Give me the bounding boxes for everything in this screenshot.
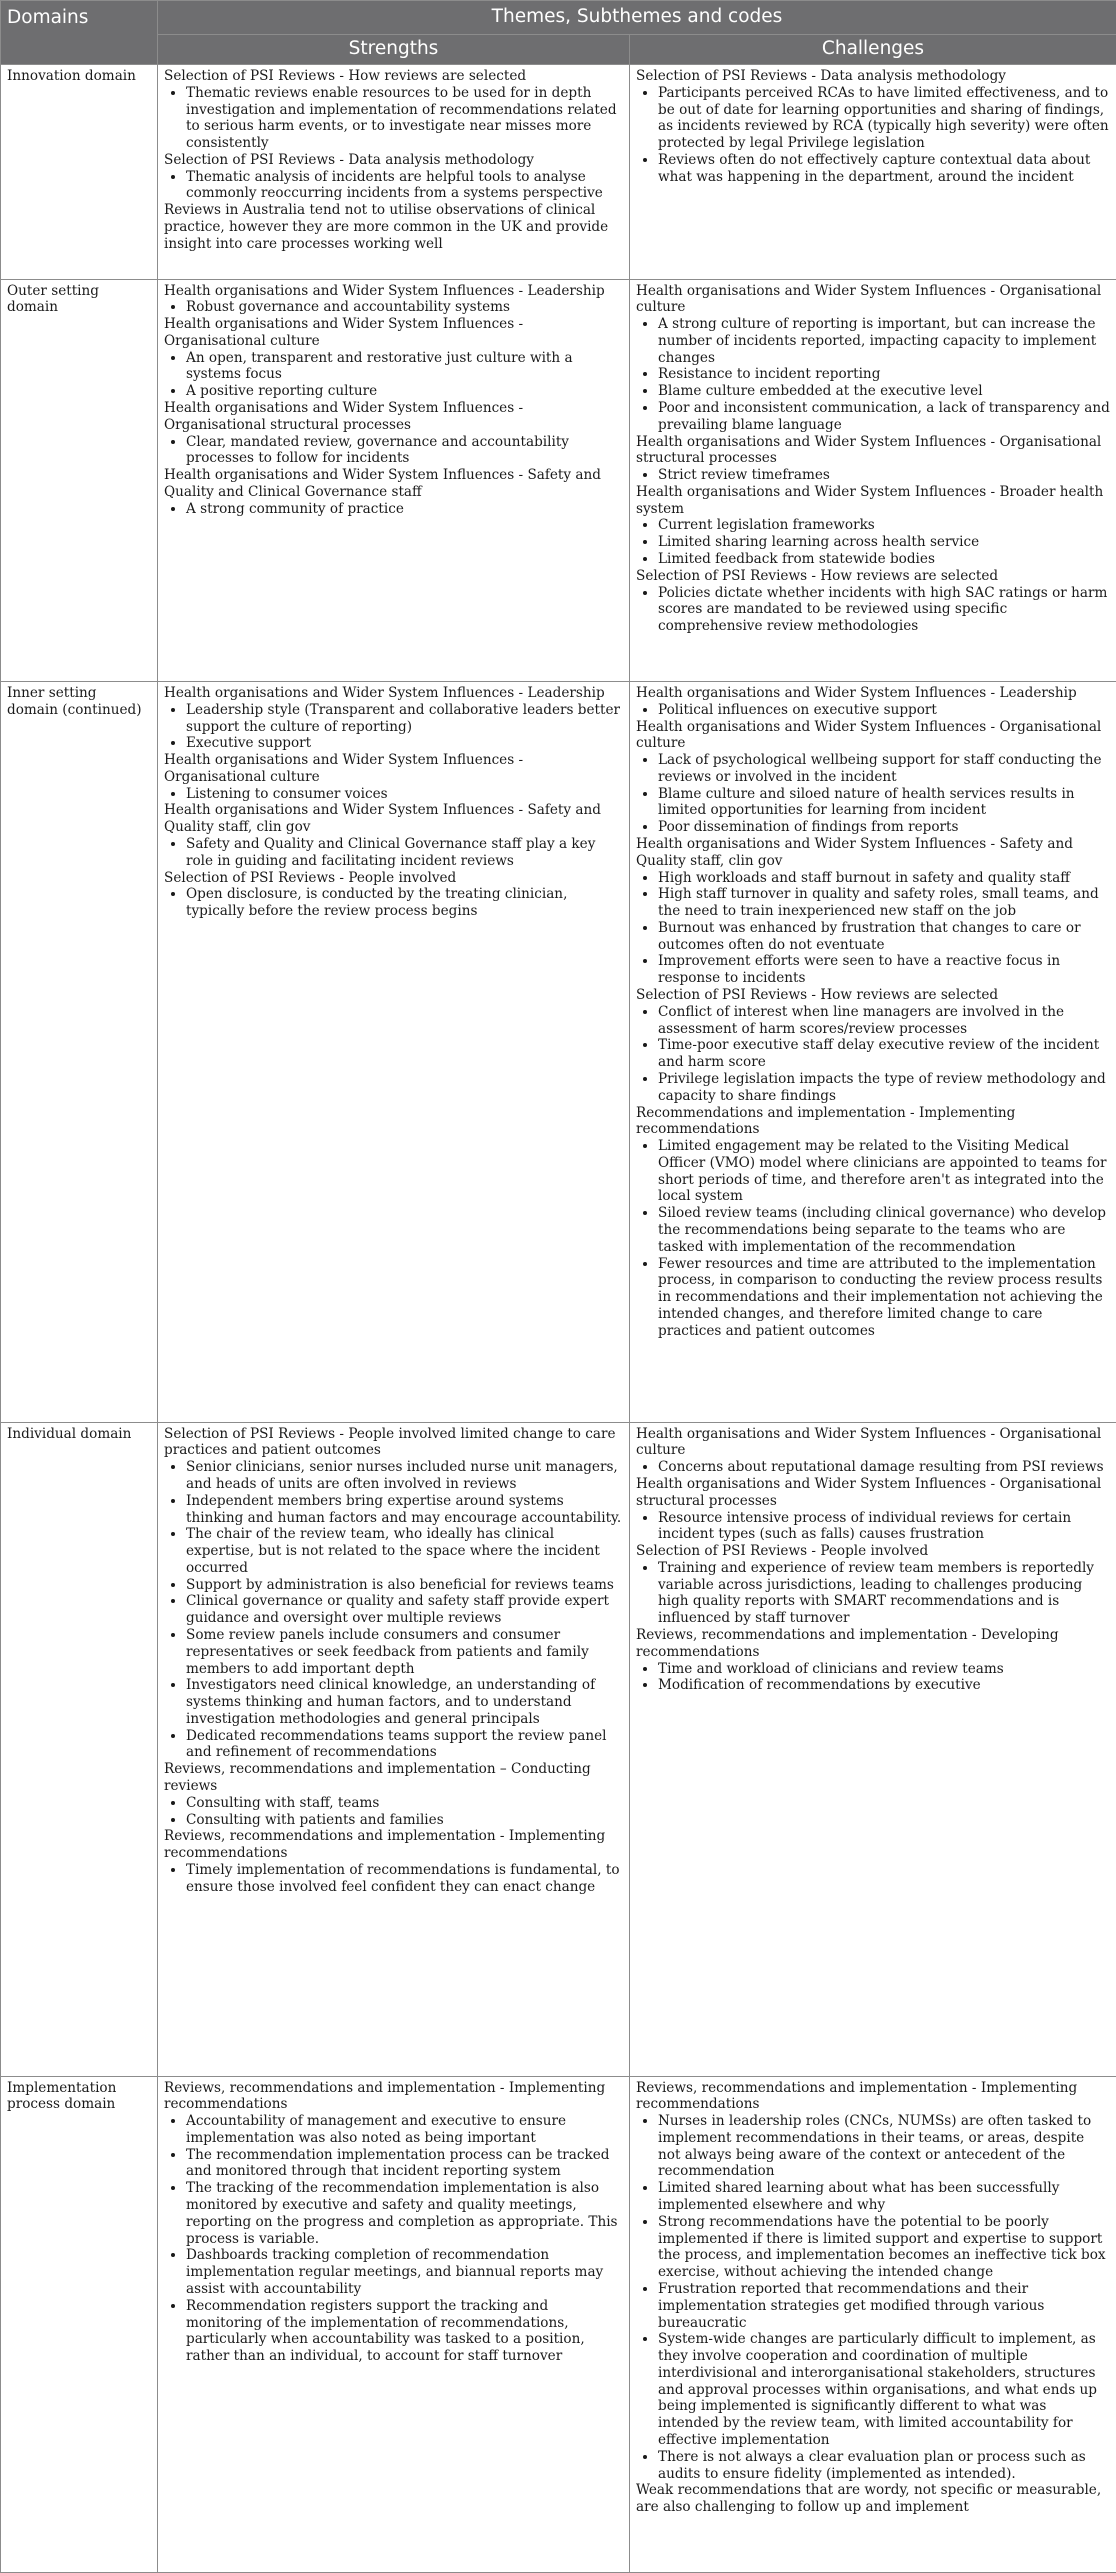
subtheme-heading: Selection of PSI Reviews - People involved xyxy=(164,869,457,886)
code-item: • Nurses in leadership roles (CNCs, NUMSs) are often tasked to implement recommendations in their teams, or areas, despite not always being aware of the context or antecedent of the recommendation xyxy=(658,2113,1110,2180)
code-item: • Accountability of management and executive to ensure implementation was also noted as being important xyxy=(186,2113,623,2147)
code-item: • A strong community of practice xyxy=(186,501,623,518)
code-list xyxy=(636,467,1110,484)
subtheme-heading: Health organisations and Wider System Influences - Leadership xyxy=(164,684,605,701)
strengths-cell xyxy=(158,2076,630,2572)
subtheme-heading: Selection of PSI Reviews - How reviews are selected xyxy=(636,567,999,584)
code-list xyxy=(164,2113,623,2365)
subtheme-heading: Health organisations and Wider System Influences - Safety and Quality and Clinical Governance staff xyxy=(164,467,601,500)
code-item: • There is not always a clear evaluation plan or process such as audits to ensure fidelity (implemented as intended). xyxy=(658,2449,1110,2483)
strengths-cell xyxy=(158,1422,630,2076)
code-item: • Policies dictate whether incidents with high SAC ratings or harm scores are mandated to be reviewed using specific comprehensive review methodologies xyxy=(658,585,1110,635)
code-item: • High staff turnover in quality and safety roles, small teams, and the need to train inexperienced new staff on the job xyxy=(658,886,1110,920)
code-item: • Limited shared learning about what has been successfully implemented elsewhere and why xyxy=(658,2180,1110,2214)
code-item: • Robust governance and accountability systems xyxy=(186,299,623,316)
table-row xyxy=(1,65,1116,280)
code-list xyxy=(636,85,1110,186)
code-item: • Investigators need clinical knowledge, an understanding of systems thinking and human factors, and to understand investigation methodologies and general principals xyxy=(186,1677,623,1727)
code-item: • Dedicated recommendations teams support the review panel and refinement of recommendations xyxy=(186,1728,623,1762)
table-row xyxy=(1,681,1116,1422)
strengths-cell xyxy=(158,279,630,681)
code-item: • Support by administration is also beneficial for reviews teams xyxy=(186,1577,623,1594)
subtheme-heading: Reviews in Australia tend not to utilise observations of clinical practice, however they are more common in the UK and provide insight into care processes working well xyxy=(164,202,609,252)
code-item: • Strong recommendations have the potential to be poorly implemented if there is limited support and expertise to support the process, and implementation becomes an ineffective tick box exercise, without achieving the intended change xyxy=(658,2214,1110,2281)
code-item: • Recommendation registers support the tracking and monitoring of the implementation of recommendations, particularly when accountability was tasked to a position, rather than an individual, to account for staff turnover xyxy=(186,2298,623,2365)
domain-cell: Innovation domain xyxy=(1,65,158,280)
code-item: • Participants perceived RCAs to have limited effectiveness, and to be out of date for learning opportunities and sharing of findings, as incidents reviewed by RCA (typically high severity) were often protected by legal Privilege legislation xyxy=(658,85,1110,152)
code-item: • Senior clinicians, senior nurses included nurse unit managers, and heads of units are often involved in reviews xyxy=(186,1459,623,1493)
code-list xyxy=(636,1459,1110,1476)
code-list xyxy=(164,702,623,752)
code-item: • Independent members bring expertise around systems thinking and human factors and may encourage accountability. xyxy=(186,1493,623,1527)
themes-header: Themes, Subthemes and codes xyxy=(158,1,1116,35)
challenges-cell xyxy=(630,681,1116,1422)
subtheme-heading: Health organisations and Wider System Influences - Leadership xyxy=(164,282,605,299)
table-row xyxy=(1,279,1116,681)
challenges-cell xyxy=(630,279,1116,681)
code-item: • Listening to consumer voices xyxy=(186,786,623,803)
subtheme-heading: Reviews, recommendations and implementation – Conducting reviews xyxy=(164,1761,591,1795)
code-item: • Limited sharing learning across health service xyxy=(658,534,1110,551)
code-item: • Executive support xyxy=(186,735,623,752)
code-item: • Lack of psychological wellbeing support for staff conducting the reviews or involved in the incident xyxy=(658,752,1110,786)
subtheme-heading: Selection of PSI Reviews - How reviews are selected xyxy=(636,987,999,1004)
subtheme-heading: Health organisations and Wider System Influences - Organisational culture xyxy=(164,316,524,349)
strengths-cell xyxy=(158,65,630,280)
code-item: • Thematic analysis of incidents are helpful tools to analyse commonly reoccurring incidents from a systems perspective xyxy=(186,169,623,203)
strengths-header: Strengths xyxy=(158,35,630,65)
code-list xyxy=(636,316,1110,433)
code-item: • Safety and Quality and Clinical Governance staff play a key role in guiding and facilitating incident reviews xyxy=(186,836,623,870)
code-item: • Burnout was enhanced by frustration that changes to care or outcomes often do not eventuate xyxy=(658,920,1110,954)
code-item: • Improvement efforts were seen to have a reactive focus in response to incidents xyxy=(658,953,1110,987)
code-item: • Current legislation frameworks xyxy=(658,517,1110,534)
code-item: • Conflict of interest when line managers are involved in the assessment of harm scores/review processes xyxy=(658,1004,1110,1038)
code-item: • Concerns about reputational damage resulting from PSI reviews xyxy=(658,1459,1110,1476)
code-item: • Consulting with patients and families xyxy=(186,1812,623,1829)
code-list xyxy=(636,1138,1110,1339)
subtheme-heading: Health organisations and Wider System Influences - Broader health system xyxy=(636,483,1104,517)
subtheme-heading: Reviews, recommendations and implementation - Implementing recommendations xyxy=(636,2079,1078,2113)
code-list xyxy=(636,1661,1110,1695)
code-item: • High workloads and staff burnout in safety and quality staff xyxy=(658,870,1110,887)
code-item: • Resistance to incident reporting xyxy=(658,366,1110,383)
code-list xyxy=(164,85,623,152)
domain-cell: Inner setting domain (continued) xyxy=(1,681,158,1422)
subtheme-heading: Health organisations and Wider System Influences - Organisational structural processes xyxy=(636,1475,1102,1509)
code-item: • Clinical governance or quality and safety staff provide expert guidance and oversight over multiple reviews xyxy=(186,1593,623,1627)
code-item: • Clear, mandated review, governance and accountability processes to follow for incidents xyxy=(186,434,623,468)
code-item: • A positive reporting culture xyxy=(186,383,623,400)
subtheme-heading: Reviews, recommendations and implementation - Developing recommendations xyxy=(636,1627,1059,1660)
code-item: • Frustration reported that recommendations and their implementation strategies get modified through various bureaucratic xyxy=(658,2281,1110,2331)
code-list xyxy=(164,350,623,400)
code-list xyxy=(164,501,623,518)
code-item: • The recommendation implementation process can be tracked and monitored through that incident reporting system xyxy=(186,2147,623,2181)
table-row xyxy=(1,1422,1116,2076)
subtheme-heading: Health organisations and Wider System Influences - Organisational culture xyxy=(636,718,1102,752)
code-item: • Reviews often do not effectively capture contextual data about what was happening in the department, around the incident xyxy=(658,152,1110,186)
domain-cell: Outer setting domain xyxy=(1,279,158,681)
challenges-cell xyxy=(630,65,1116,280)
code-item: • Limited feedback from statewide bodies xyxy=(658,551,1110,568)
code-item: • Modification of recommendations by executive xyxy=(658,1677,1110,1694)
code-item: • Blame culture embedded at the executive level xyxy=(658,383,1110,400)
table-body xyxy=(1,65,1116,2573)
subtheme-heading: Selection of PSI Reviews - People involved limited change to care practices and patient outcomes xyxy=(164,1425,616,1459)
subtheme-heading: Selection of PSI Reviews - How reviews are selected xyxy=(164,68,527,84)
subtheme-heading: Reviews, recommendations and implementation - Implementing recommendations xyxy=(164,1828,606,1862)
challenges-header: Challenges xyxy=(630,35,1116,65)
domains-header: Domains xyxy=(1,1,158,65)
table-row xyxy=(1,2076,1116,2572)
code-item: • Poor and inconsistent communication, a lack of transparency and prevailing blame language xyxy=(658,400,1110,434)
subtheme-heading: Health organisations and Wider System Influences - Organisational culture xyxy=(164,752,524,785)
code-item: • A strong culture of reporting is important, but can increase the number of incidents reported, impacting capacity to implement changes xyxy=(658,316,1110,366)
code-list xyxy=(636,1510,1110,1544)
code-item: • Resource intensive process of individual reviews for certain incident types (such as falls) causes frustration xyxy=(658,1510,1110,1544)
code-item: • Poor dissemination of findings from reports xyxy=(658,819,1110,836)
code-item: • The tracking of the recommendation implementation is also monitored by executive and safety and quality meetings, reporting on the progress and completion as appropriate. This process is variable. xyxy=(186,2180,623,2247)
code-list xyxy=(636,585,1110,635)
code-item: • Timely implementation of recommendations is fundamental, to ensure those involved feel confident they can enact change xyxy=(186,1862,623,1896)
code-list xyxy=(164,886,623,920)
code-list xyxy=(164,169,623,203)
code-list xyxy=(636,1004,1110,1105)
code-item: • Fewer resources and time are attributed to the implementation process, in comparison to conducting the review process results in recommendations and their implementation not achieving the intended changes, and therefore limited change to care practices and patient outcomes xyxy=(658,1256,1110,1340)
subtheme-heading: Selection of PSI Reviews - People involved xyxy=(636,1543,929,1560)
code-item: • Political influences on executive support xyxy=(658,702,1110,719)
code-item: • Thematic reviews enable resources to be used for in depth investigation and implementation of recommendations related to serious harm events, or to investigate near misses more consistently xyxy=(186,85,623,152)
code-item: • System-wide changes are particularly difficult to implement, as they involve cooperation and coordination of multiple interdivisional and interorganisational stakeholders, structures and approval processes within organisations, and what ends up being implemented is significantly different to what was intended by the review team, with limited accountability for effective implementation xyxy=(658,2331,1110,2448)
strengths-cell xyxy=(158,681,630,1422)
subtheme-heading: Health organisations and Wider System Influences - Organisational structural processes xyxy=(636,433,1102,467)
code-item: • Time and workload of clinicians and review teams xyxy=(658,1661,1110,1678)
code-item: • Blame culture and siloed nature of health services results in limited opportunities for learning from incident xyxy=(658,786,1110,820)
code-item: • Open disclosure, is conducted by the treating clinician, typically before the review process begins xyxy=(186,886,623,920)
code-list xyxy=(636,870,1110,987)
code-item: • Limited engagement may be related to the Visiting Medical Officer (VMO) model where clinicians are appointed to teams for short periods of time, and therefore aren't as integrated into the local system xyxy=(658,1138,1110,1205)
challenges-cell xyxy=(630,1422,1116,2076)
code-list xyxy=(636,2113,1110,2482)
code-list xyxy=(164,434,623,468)
subtheme-heading: Recommendations and implementation - Implementing recommendations xyxy=(636,1104,1016,1138)
code-item: • The chair of the review team, who ideally has clinical expertise, but is not related to the space where the incident occurred xyxy=(186,1526,623,1576)
code-list xyxy=(164,1459,623,1761)
code-list xyxy=(164,786,623,803)
code-item: • An open, transparent and restorative just culture with a systems focus xyxy=(186,350,623,384)
code-item: • Time-poor executive staff delay executive review of the incident and harm score xyxy=(658,1037,1110,1071)
code-item: • Leadership style (Transparent and collaborative leaders better support the culture of reporting) xyxy=(186,702,623,736)
subtheme-heading: Selection of PSI Reviews - Data analysis methodology xyxy=(164,151,534,168)
code-item: • Dashboards tracking completion of recommendation implementation regular meetings, and biannual reports may assist with accountability xyxy=(186,2247,623,2297)
code-list xyxy=(636,517,1110,567)
subtheme-heading: Health organisations and Wider System Influences - Safety and Quality staff, clin gov xyxy=(636,836,1073,869)
subtheme-heading: Selection of PSI Reviews - Data analysis methodology xyxy=(636,68,1006,84)
code-list xyxy=(164,1795,623,1829)
subtheme-heading: Reviews, recommendations and implementation - Implementing recommendations xyxy=(164,2079,606,2113)
code-list xyxy=(636,752,1110,836)
code-item: • Strict review timeframes xyxy=(658,467,1110,484)
subtheme-heading: Health organisations and Wider System Influences - Organisational culture xyxy=(636,1425,1102,1459)
code-item: • Siloed review teams (including clinical governance) who develop the recommendations being separate to the teams who are tasked with implementation of the recommendation xyxy=(658,1205,1110,1255)
code-list xyxy=(164,836,623,870)
subtheme-heading: Health organisations and Wider System Influences - Leadership xyxy=(636,684,1077,701)
subtheme-heading: Health organisations and Wider System Influences - Organisational structural processes xyxy=(164,400,524,433)
subtheme-heading: Health organisations and Wider System Influences - Organisational culture xyxy=(636,282,1102,316)
challenges-cell xyxy=(630,2076,1116,2572)
subtheme-heading: Weak recommendations that are wordy, not specific or measurable, are also challenging to follow up and implement xyxy=(636,2482,1102,2516)
domain-cell: Implementation process domain xyxy=(1,2076,158,2572)
code-item: • Privilege legislation impacts the type of review methodology and capacity to share findings xyxy=(658,1071,1110,1105)
code-list xyxy=(636,1560,1110,1627)
code-item: • Consulting with staff, teams xyxy=(186,1795,623,1812)
domain-cell: Individual domain xyxy=(1,1422,158,2076)
code-list xyxy=(164,1862,623,1896)
code-item: • Some review panels include consumers and consumer representatives or seek feedback from patients and family members to add important depth xyxy=(186,1627,623,1677)
code-list xyxy=(636,702,1110,719)
subtheme-heading: Health organisations and Wider System Influences - Safety and Quality staff, clin gov xyxy=(164,802,601,836)
code-item: • Training and experience of review team members is reportedly variable across jurisdictions, leading to challenges producing high quality reports with SMART recommendations and is influenced by staff turnover xyxy=(658,1560,1110,1627)
code-list xyxy=(164,299,623,316)
